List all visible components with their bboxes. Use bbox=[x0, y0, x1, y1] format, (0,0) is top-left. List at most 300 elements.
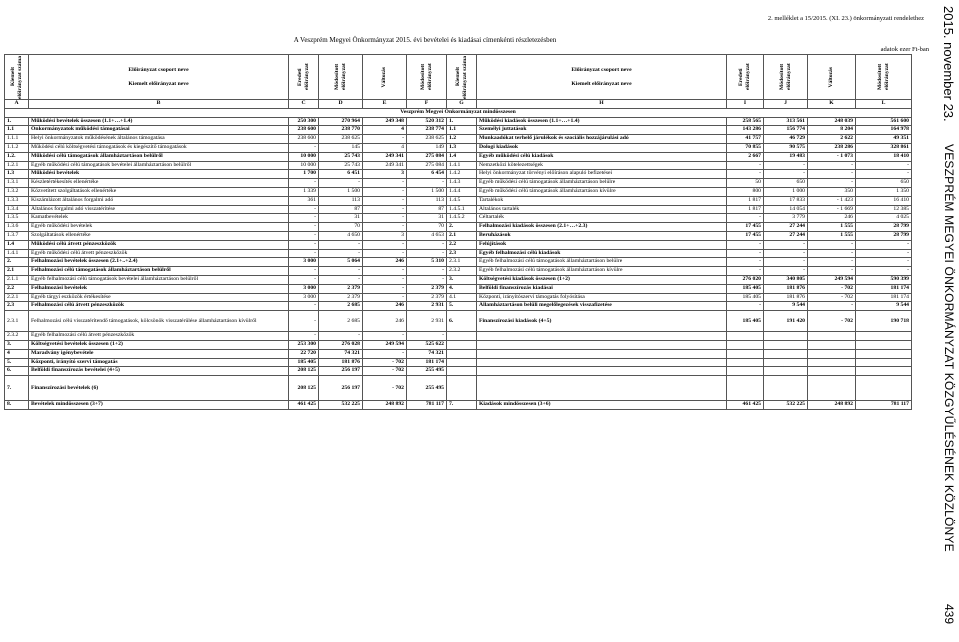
cell-a: 8. bbox=[5, 401, 29, 410]
cell-c: - bbox=[289, 311, 319, 332]
cell-g: 1.3 bbox=[447, 143, 477, 152]
cell-i bbox=[727, 376, 764, 401]
cell-i: 185 405 bbox=[727, 284, 764, 293]
cell-b: Egyéb tárgyi eszközök értékesítése bbox=[29, 293, 289, 302]
col-change-left: Változás bbox=[381, 66, 387, 88]
cell-k: - bbox=[808, 240, 856, 249]
cell-b: Kiszámlázott általános forgalmi adó bbox=[29, 196, 289, 205]
cell-l: - bbox=[856, 249, 912, 258]
cell-d: 74 321 bbox=[319, 349, 363, 358]
cell-c: 22 720 bbox=[289, 349, 319, 358]
cell-l: 164 978 bbox=[856, 126, 912, 135]
cell-l: 650 bbox=[856, 179, 912, 188]
cell-k: - 702 bbox=[808, 284, 856, 293]
cell-d: - bbox=[319, 275, 363, 284]
cell-g: 2. bbox=[447, 223, 477, 232]
cell-d: 256 197 bbox=[319, 367, 363, 376]
cell-i: 258 565 bbox=[727, 117, 764, 126]
cell-b: Felhalmozási bevételek összesen (2.1+..+2.4) bbox=[29, 258, 289, 267]
cell-b: Maradvány igénybevétele bbox=[29, 349, 289, 358]
cell-f: 2 379 bbox=[407, 284, 447, 293]
cell-j: 3 779 bbox=[764, 214, 808, 223]
cell-i: 17 455 bbox=[727, 231, 764, 240]
cell-i: 143 286 bbox=[727, 126, 764, 135]
cell-k: - bbox=[808, 161, 856, 170]
cell-b: Bevételek mindösszesen (3+7) bbox=[29, 401, 289, 410]
cell-j: 532 225 bbox=[764, 401, 808, 410]
cell-h: Belföldi finanszírozás kiadásai bbox=[477, 284, 727, 293]
table-row bbox=[5, 249, 912, 258]
cell-i: - bbox=[727, 302, 764, 311]
table-row bbox=[5, 135, 912, 144]
cell-h: Egyéb működési célú kiadások bbox=[477, 152, 727, 161]
cell-l: 28 799 bbox=[856, 223, 912, 232]
cell-c: 1 700 bbox=[289, 170, 319, 179]
cell-l: - bbox=[856, 161, 912, 170]
cell-d: 2 379 bbox=[319, 293, 363, 302]
cell-c: 208 125 bbox=[289, 367, 319, 376]
cell-j: 1 000 bbox=[764, 187, 808, 196]
cell-c: - bbox=[289, 231, 319, 240]
cell-e: - 702 bbox=[363, 358, 407, 367]
cell-f: 31 bbox=[407, 214, 447, 223]
cell-c: 3 000 bbox=[289, 293, 319, 302]
cell-e: - bbox=[363, 275, 407, 284]
cell-k: 248 892 bbox=[808, 401, 856, 410]
cell-d: 238 770 bbox=[319, 126, 363, 135]
cell-k: 350 bbox=[808, 187, 856, 196]
cell-j: - bbox=[764, 267, 808, 276]
cell-a: 2.3 bbox=[5, 302, 29, 311]
cell-c: 461 425 bbox=[289, 401, 319, 410]
cell-i: 70 855 bbox=[727, 143, 764, 152]
cell-c: - bbox=[289, 249, 319, 258]
cell-l: 9 544 bbox=[856, 302, 912, 311]
cell-g: 1.2 bbox=[447, 135, 477, 144]
column-letter: K bbox=[808, 100, 856, 109]
cell-h: Helyi önkormányzat törvényi előíráson alapuló befizetései bbox=[477, 170, 727, 179]
col-mod2-right: Módosított előirányzat bbox=[876, 63, 890, 91]
table-row bbox=[5, 401, 912, 410]
cell-b: Működési célú átvett pénzeszközök bbox=[29, 240, 289, 249]
cell-d: 2 685 bbox=[319, 302, 363, 311]
cell-b: Működési bevételek összesen (1.1+…+1.4) bbox=[29, 117, 289, 126]
cell-i: 800 bbox=[727, 187, 764, 196]
cell-i: 17 455 bbox=[727, 223, 764, 232]
column-letter: E bbox=[363, 100, 407, 109]
column-letter: F bbox=[407, 100, 447, 109]
cell-d: 25 743 bbox=[319, 152, 363, 161]
cell-k: - 1 073 bbox=[808, 152, 856, 161]
cell-f: 2 379 bbox=[407, 293, 447, 302]
cell-f: 520 312 bbox=[407, 117, 447, 126]
cell-d: - bbox=[319, 267, 363, 276]
cell-h bbox=[477, 376, 727, 401]
cell-c: - bbox=[289, 223, 319, 232]
cell-j: 181 876 bbox=[764, 284, 808, 293]
cell-i bbox=[727, 332, 764, 341]
cell-g: 1.4.4 bbox=[447, 187, 477, 196]
cell-b: Felhalmozási bevételek bbox=[29, 284, 289, 293]
col-mod-right: Módosított előirányzat bbox=[778, 63, 792, 91]
table-row bbox=[5, 223, 912, 232]
cell-a: 2.1 bbox=[5, 267, 29, 276]
cell-j: - bbox=[764, 258, 808, 267]
col-orig-right: Eredeti előirányzat bbox=[738, 63, 751, 91]
cell-g: 2.3 bbox=[447, 249, 477, 258]
cell-d: - bbox=[319, 240, 363, 249]
cell-h: Tartalékok bbox=[477, 196, 727, 205]
cell-e: - bbox=[363, 267, 407, 276]
cell-h: Egyéb működési célú támogatások államháztartáson belülre bbox=[477, 179, 727, 188]
cell-c: 250 300 bbox=[289, 117, 319, 126]
column-letter: A bbox=[5, 100, 29, 109]
cell-b: Felhalmozási célú visszatérítendő támogatások, kölcsönök visszatérülése államháztartáson kívülről bbox=[29, 311, 289, 332]
cell-f: 525 622 bbox=[407, 340, 447, 349]
cell-f: 1 500 bbox=[407, 187, 447, 196]
cell-d: 145 bbox=[319, 143, 363, 152]
cell-d: 4 650 bbox=[319, 231, 363, 240]
cell-l bbox=[856, 367, 912, 376]
cell-j bbox=[764, 332, 808, 341]
cell-i: - bbox=[727, 258, 764, 267]
table-row bbox=[5, 267, 912, 276]
cell-d: 256 197 bbox=[319, 376, 363, 401]
cell-l: 181 174 bbox=[856, 284, 912, 293]
cell-k bbox=[808, 376, 856, 401]
cell-j: - bbox=[764, 240, 808, 249]
cell-e: - bbox=[363, 196, 407, 205]
cell-k: 1 555 bbox=[808, 223, 856, 232]
cell-h: Egyéb működési célú támogatások államháztartáson kívülre bbox=[477, 187, 727, 196]
column-letter: J bbox=[764, 100, 808, 109]
cell-g: 2.1 bbox=[447, 231, 477, 240]
cell-h: Költségvetési kiadások összesen (1+2) bbox=[477, 275, 727, 284]
cell-g bbox=[447, 376, 477, 401]
cell-e: - 702 bbox=[363, 376, 407, 401]
cell-l bbox=[856, 349, 912, 358]
cell-l: - bbox=[856, 170, 912, 179]
cell-c: 10 000 bbox=[289, 152, 319, 161]
cell-a: 2.2.1 bbox=[5, 293, 29, 302]
cell-a: 1.3.6 bbox=[5, 223, 29, 232]
column-letter: C bbox=[289, 100, 319, 109]
cell-i bbox=[727, 367, 764, 376]
header-row bbox=[5, 55, 912, 100]
cell-k: - bbox=[808, 302, 856, 311]
cell-h: Nemzetközi kötelezettségek bbox=[477, 161, 727, 170]
cell-h bbox=[477, 358, 727, 367]
cell-c: 361 bbox=[289, 196, 319, 205]
cell-g: 1.4.5.1 bbox=[447, 205, 477, 214]
cell-k: - bbox=[808, 170, 856, 179]
cell-g: 1.4 bbox=[447, 152, 477, 161]
cell-a: 1.2.1 bbox=[5, 161, 29, 170]
cell-c: 10 000 bbox=[289, 161, 319, 170]
cell-b: Egyéb felhalmozási célú támogatások bevételei államháztartáson belülről bbox=[29, 275, 289, 284]
cell-d: 238 625 bbox=[319, 135, 363, 144]
cell-c: - bbox=[289, 267, 319, 276]
cell-i: - bbox=[727, 267, 764, 276]
cell-a: 1.3 bbox=[5, 170, 29, 179]
cell-e: 3 bbox=[363, 231, 407, 240]
cell-i: 461 425 bbox=[727, 401, 764, 410]
table-row bbox=[5, 161, 912, 170]
cell-a: 3. bbox=[5, 340, 29, 349]
cell-l: 181 174 bbox=[856, 293, 912, 302]
cell-j: 191 420 bbox=[764, 311, 808, 332]
cell-d: 1 500 bbox=[319, 187, 363, 196]
cell-c: - bbox=[289, 143, 319, 152]
cell-a: 1.3.3 bbox=[5, 196, 29, 205]
table-row bbox=[5, 240, 912, 249]
side-publication: VESZPRÉM MEGYEI ÖNKORMÁNYZAT KÖZGYŰLÉSÉNEK KÖZLÖNYE bbox=[942, 144, 956, 552]
cell-e: - bbox=[363, 223, 407, 232]
cell-a: 1.3.2 bbox=[5, 187, 29, 196]
col-mod2-left: Módosított előirányzat bbox=[419, 63, 433, 91]
table-row bbox=[5, 179, 912, 188]
col-orig-left: Eredeti előirányzat bbox=[296, 63, 310, 91]
cell-f: 149 bbox=[407, 143, 447, 152]
cell-h: Dologi kiadások bbox=[477, 143, 727, 152]
cell-b: Általános forgalmi adó visszatérítése bbox=[29, 205, 289, 214]
annex-reference: 2. melléklet a 15/2015. (XI. 23.) önkormányzati rendelethez bbox=[767, 15, 924, 22]
cell-i: 1 817 bbox=[727, 196, 764, 205]
side-date: 2015. november 23. bbox=[941, 6, 956, 122]
cell-f: 6 454 bbox=[407, 170, 447, 179]
cell-l: 4 025 bbox=[856, 214, 912, 223]
cell-k: 246 bbox=[808, 214, 856, 223]
cell-l bbox=[856, 376, 912, 401]
table-row bbox=[5, 302, 912, 311]
table-row bbox=[5, 214, 912, 223]
cell-l: 49 351 bbox=[856, 135, 912, 144]
column-letter: B bbox=[29, 100, 289, 109]
cell-k: 248 039 bbox=[808, 117, 856, 126]
cell-h: Általános tartalék bbox=[477, 205, 727, 214]
cell-f: 238 774 bbox=[407, 126, 447, 135]
cell-l: 190 718 bbox=[856, 311, 912, 332]
column-letter: D bbox=[319, 100, 363, 109]
cell-a: 2.3.2 bbox=[5, 332, 29, 341]
table-row bbox=[5, 231, 912, 240]
cell-h: Működési kiadások összesen (1.1+…+1.4) bbox=[477, 117, 727, 126]
cell-i: 185 405 bbox=[727, 311, 764, 332]
table-row bbox=[5, 349, 912, 358]
cell-e: - bbox=[363, 332, 407, 341]
cell-d: 276 028 bbox=[319, 340, 363, 349]
cell-i: - bbox=[727, 214, 764, 223]
cell-c: - bbox=[289, 275, 319, 284]
cell-b: Készletértékesítés ellenértéke bbox=[29, 179, 289, 188]
cell-c: 208 125 bbox=[289, 376, 319, 401]
col-change-right: Változás bbox=[828, 66, 834, 88]
cell-i: 185 405 bbox=[727, 293, 764, 302]
cell-b: Felhalmozási célú átvett pénzeszközök bbox=[29, 302, 289, 311]
cell-g: 2.2 bbox=[447, 240, 477, 249]
cell-h bbox=[477, 340, 727, 349]
cell-j: 14 054 bbox=[764, 205, 808, 214]
cell-c: 3 000 bbox=[289, 284, 319, 293]
cell-f: - bbox=[407, 179, 447, 188]
cell-k: - bbox=[808, 267, 856, 276]
cell-k: - 702 bbox=[808, 311, 856, 332]
cell-l: 28 799 bbox=[856, 231, 912, 240]
cell-g: 4.1 bbox=[447, 293, 477, 302]
cell-e: - bbox=[363, 205, 407, 214]
cell-d: 70 bbox=[319, 223, 363, 232]
cell-g: 1.4.1 bbox=[447, 161, 477, 170]
cell-j: - bbox=[764, 161, 808, 170]
cell-j bbox=[764, 349, 808, 358]
cell-a: 1. bbox=[5, 117, 29, 126]
table-row bbox=[5, 340, 912, 349]
column-letter: I bbox=[727, 100, 764, 109]
col-num-left: Kiemelt előirányzat száma bbox=[9, 55, 23, 99]
cell-h: Személyi juttatások bbox=[477, 126, 727, 135]
cell-l: 12 385 bbox=[856, 205, 912, 214]
cell-k: - bbox=[808, 258, 856, 267]
cell-f: 2 931 bbox=[407, 302, 447, 311]
cell-l: - bbox=[856, 240, 912, 249]
cell-g bbox=[447, 340, 477, 349]
cell-a: 1.1.2 bbox=[5, 143, 29, 152]
cell-c: 185 405 bbox=[289, 358, 319, 367]
cell-d: 25 743 bbox=[319, 161, 363, 170]
cell-d: 532 225 bbox=[319, 401, 363, 410]
page-number: 439 bbox=[942, 604, 956, 625]
cell-g: 2.3.1 bbox=[447, 258, 477, 267]
table-row bbox=[5, 284, 912, 293]
cell-j: 17 833 bbox=[764, 196, 808, 205]
cell-l: 1 350 bbox=[856, 187, 912, 196]
cell-c: 238 600 bbox=[289, 126, 319, 135]
cell-b: Helyi önkormányzatok működésének általános támogatása bbox=[29, 135, 289, 144]
cell-d: - bbox=[319, 179, 363, 188]
cell-f: - bbox=[407, 249, 447, 258]
cell-l: 590 399 bbox=[856, 275, 912, 284]
cell-a: 2. bbox=[5, 258, 29, 267]
cell-f: 255 495 bbox=[407, 376, 447, 401]
cell-d: 87 bbox=[319, 205, 363, 214]
cell-e: 249 341 bbox=[363, 152, 407, 161]
cell-h: Beruházások bbox=[477, 231, 727, 240]
cell-i: - bbox=[727, 249, 764, 258]
cell-g: 5. bbox=[447, 302, 477, 311]
cell-k: 238 286 bbox=[808, 143, 856, 152]
cell-j bbox=[764, 358, 808, 367]
cell-d: - bbox=[319, 332, 363, 341]
table-row bbox=[5, 126, 912, 135]
unit-note: adatok ezer Ft-ban bbox=[880, 46, 929, 53]
cell-a: 1.3.1 bbox=[5, 179, 29, 188]
cell-d: 181 876 bbox=[319, 358, 363, 367]
cell-d: 31 bbox=[319, 214, 363, 223]
cell-e: - bbox=[363, 179, 407, 188]
cell-l bbox=[856, 340, 912, 349]
cell-e: 249 341 bbox=[363, 161, 407, 170]
cell-l: 328 861 bbox=[856, 143, 912, 152]
cell-j bbox=[764, 376, 808, 401]
table-row bbox=[5, 258, 912, 267]
cell-e: 246 bbox=[363, 258, 407, 267]
cell-e: - bbox=[363, 240, 407, 249]
cell-h bbox=[477, 349, 727, 358]
table-row bbox=[5, 332, 912, 341]
cell-f: 275 084 bbox=[407, 152, 447, 161]
cell-a: 1.3.5 bbox=[5, 214, 29, 223]
cell-j: 19 483 bbox=[764, 152, 808, 161]
cell-a: 2.1.1 bbox=[5, 275, 29, 284]
cell-g: 1.4.2 bbox=[447, 170, 477, 179]
cell-g: 2.3.2 bbox=[447, 267, 477, 276]
cell-j: 9 544 bbox=[764, 302, 808, 311]
cell-g: 1. bbox=[447, 117, 477, 126]
cell-i: 50 bbox=[727, 179, 764, 188]
cell-h bbox=[477, 367, 727, 376]
cell-e: - bbox=[363, 293, 407, 302]
cell-e: 249 594 bbox=[363, 340, 407, 349]
section-row bbox=[5, 108, 912, 117]
cell-a: 1.4.1 bbox=[5, 249, 29, 258]
cell-i: 2 667 bbox=[727, 152, 764, 161]
cell-h: Államháztartáson belüli megelőlegezések visszafizetése bbox=[477, 302, 727, 311]
cell-k: - bbox=[808, 249, 856, 258]
cell-c: 1 339 bbox=[289, 187, 319, 196]
table-row bbox=[5, 293, 912, 302]
cell-j: 313 561 bbox=[764, 117, 808, 126]
cell-d: 2 379 bbox=[319, 284, 363, 293]
cell-j: 156 774 bbox=[764, 126, 808, 135]
table-row bbox=[5, 205, 912, 214]
cell-h: Felhalmozási kiadások összesen (2.1+…+2.3) bbox=[477, 223, 727, 232]
cell-h: Felújítások bbox=[477, 240, 727, 249]
cell-h bbox=[477, 332, 727, 341]
cell-e: - bbox=[363, 284, 407, 293]
cell-i: - bbox=[727, 161, 764, 170]
table-row bbox=[5, 358, 912, 367]
cell-e: 246 bbox=[363, 302, 407, 311]
cell-g: 4. bbox=[447, 284, 477, 293]
cell-c: 253 300 bbox=[289, 340, 319, 349]
cell-j: 340 805 bbox=[764, 275, 808, 284]
cell-l: 16 410 bbox=[856, 196, 912, 205]
cell-d: 113 bbox=[319, 196, 363, 205]
cell-j: 90 575 bbox=[764, 143, 808, 152]
cell-c: 3 000 bbox=[289, 258, 319, 267]
table-row bbox=[5, 187, 912, 196]
cell-g: 1.4.3 bbox=[447, 179, 477, 188]
cell-f: - bbox=[407, 267, 447, 276]
cell-j: 46 729 bbox=[764, 135, 808, 144]
cell-b: Egyéb működési célú átvett pénzeszközök bbox=[29, 249, 289, 258]
cell-e: - bbox=[363, 349, 407, 358]
cell-b: Működési célú támogatások államháztartáson belülről bbox=[29, 152, 289, 161]
cell-g bbox=[447, 358, 477, 367]
cell-c: 238 600 bbox=[289, 135, 319, 144]
cell-a: 1.2. bbox=[5, 152, 29, 161]
cell-g bbox=[447, 332, 477, 341]
cell-f: 2 931 bbox=[407, 311, 447, 332]
cell-k bbox=[808, 367, 856, 376]
cell-l: 561 600 bbox=[856, 117, 912, 126]
cell-a: 4 bbox=[5, 349, 29, 358]
cell-i: - bbox=[727, 240, 764, 249]
cell-j: 650 bbox=[764, 179, 808, 188]
cell-b: Központi, irányító szervi támogatás bbox=[29, 358, 289, 367]
cell-g: 3. bbox=[447, 275, 477, 284]
cell-f: - bbox=[407, 332, 447, 341]
